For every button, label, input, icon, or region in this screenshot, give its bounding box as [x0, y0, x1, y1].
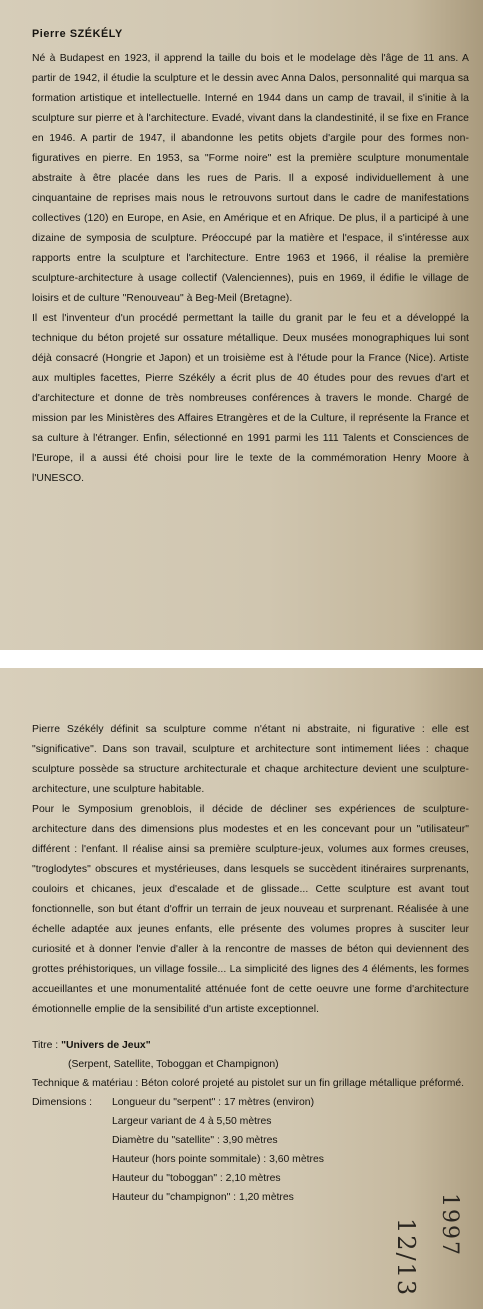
dimension-item: Largeur variant de 4 à 5,50 mètres [112, 1116, 272, 1127]
artwork-details [32, 1036, 472, 1207]
description-paragraph-1: Pierre Székély définit sa sculpture comme n'étant ni abstraite, ni figurative : elle est "significative". Dans son travail, sculpture et architecture sont intimement liées : chaque sculpture possède sa structure architecturale et chaque architecture devient une sculpture-architecture, une sculpture habitable. [32, 724, 469, 795]
dimension-item: Hauteur du "toboggan" : 2,10 mètres [112, 1173, 281, 1184]
description-text [32, 720, 469, 1020]
dimensions-block [32, 1093, 472, 1207]
description-paragraph-2: Pour le Symposium grenoblois, il décide de décliner ses expériences de sculpture-architecture dans des dimensions plus modestes et en les concevant pour un "utilisateur" différent : l'enfant. Il réalise ainsi sa première sculpture-jeux, volumes aux formes creuses, "troglodytes" obscures et mystérieuses, dans lesquels se succèdent itinéraires surprenants, couloirs et chicanes, jeux d'escalade et de glissade... Cette sculpture est avant tout fonctionnelle, son but étant d'offrir un terrain de jeux nouveau et surprenant. Réalisée à une échelle adaptée aux jeunes enfants, elle présente des volumes propres à susciter leur curiosité et à donner l'envie d'aller à la rencontre de masses de béton qui deviennent des grottes préhistoriques, un village fossile... La simplicité des lignes des 4 éléments, les formes accueillantes et une monumentalité atténuée font de cette oeuvre une forme d'architecture émotionnelle emplie de la sensibilité d'un artiste exceptionnel. [32, 804, 469, 1015]
page-divider [0, 650, 483, 668]
dimension-item: Hauteur du "champignon" : 1,20 mètres [112, 1192, 294, 1203]
biography-paragraph-1: Né à Budapest en 1923, il apprend la taille du bois et le modelage dès l'âge de 11 ans. A partir de 1942, il étudie la sculpture et le dessin avec Anna Dalos, personnalité qui marqua sa formation artistique et intellectuelle. Interné en 1944 dans un camp de travail, il s'initie à la sculpture sur pierre et à l'architecture. Evadé, vivant dans la clandestinité, il se fixe en France en 1946. A partir de 1947, il abandonne les petits objets d'argile pour des formes non-figuratives en pierre. En 1953, sa "Forme noire" est la première sculpture monumentale abstraite à être placée dans les rues de Paris. Il a exposé individuellement à une cinquantaine de reprises mais nous le retrouvons surtout dans le cadre de manifestations collectives (120) en Europe, en Asie, en Amérique et en Afrique. De plus, il a participé à une dizaine de symposia de sculpture. Préoccupé par la matière et l'espace, il s'intéresse aux rapports entre la sculpture et l'architecture. Entre 1963 et 1966, il réalise la première sculpture-architecture à usage collectif (Valenciennes), puis en 1969, il édifie le village de loisirs et de culture "Renouveau" à Beg-Meil (Bretagne). [32, 53, 469, 304]
dimension-item: Diamètre du "satellite" : 3,90 mètres [112, 1135, 278, 1146]
biography-page [0, 0, 483, 650]
technique-value: Béton coloré projeté au pistolet sur un fin grillage métallique préformé. [141, 1078, 465, 1089]
title-subtitle: (Serpent, Satellite, Toboggan et Champignon) [68, 1059, 279, 1070]
biography-text [32, 26, 469, 489]
artwork-title-row [32, 1036, 472, 1055]
dimensions-list [112, 1093, 324, 1207]
biography-paragraph-2: Il est l'inventeur d'un procédé permettant la taille du granit par le feu et a développé la technique du béton projeté sur ossature métallique. Deux musées monographiques lui sont déjà consacré (Hongrie et Japon) et un troisième est à l'étude pour la France (Nice). Artiste aux multiples facettes, Pierre Székély a écrit plus de 40 études pour des revues d'art et d'architecture et donne de très nombreuses conférences à travers le monde. Chargé de mission par les Ministères des Affaires Etrangères et de la Culture, il représente la France et sa culture à l'étranger. Enfin, sélectionné en 1991 parmi les 111 Talents et Consciences de l'Europe, il a aussi été choisi pour lire le texte de la commémoration Henry Moore à l'UNESCO. [32, 313, 469, 484]
handwritten-year: 1997 [437, 1193, 462, 1257]
description-page [0, 668, 483, 1309]
handwritten-number: 12/13 [392, 1218, 420, 1298]
technique-label: Technique & matériau : [32, 1078, 142, 1089]
dimension-item: Hauteur (hors pointe sommitale) : 3,60 mètres [112, 1154, 324, 1165]
dimension-item: Longueur du "serpent" : 17 mètres (environ) [112, 1097, 315, 1108]
title-label: Titre : [32, 1040, 62, 1051]
author-name: Pierre SZÉKÉLY [32, 28, 123, 40]
technique-row [32, 1074, 472, 1093]
dimensions-label: Dimensions : [32, 1097, 93, 1108]
title-value: "Univers de Jeux" [61, 1040, 151, 1051]
